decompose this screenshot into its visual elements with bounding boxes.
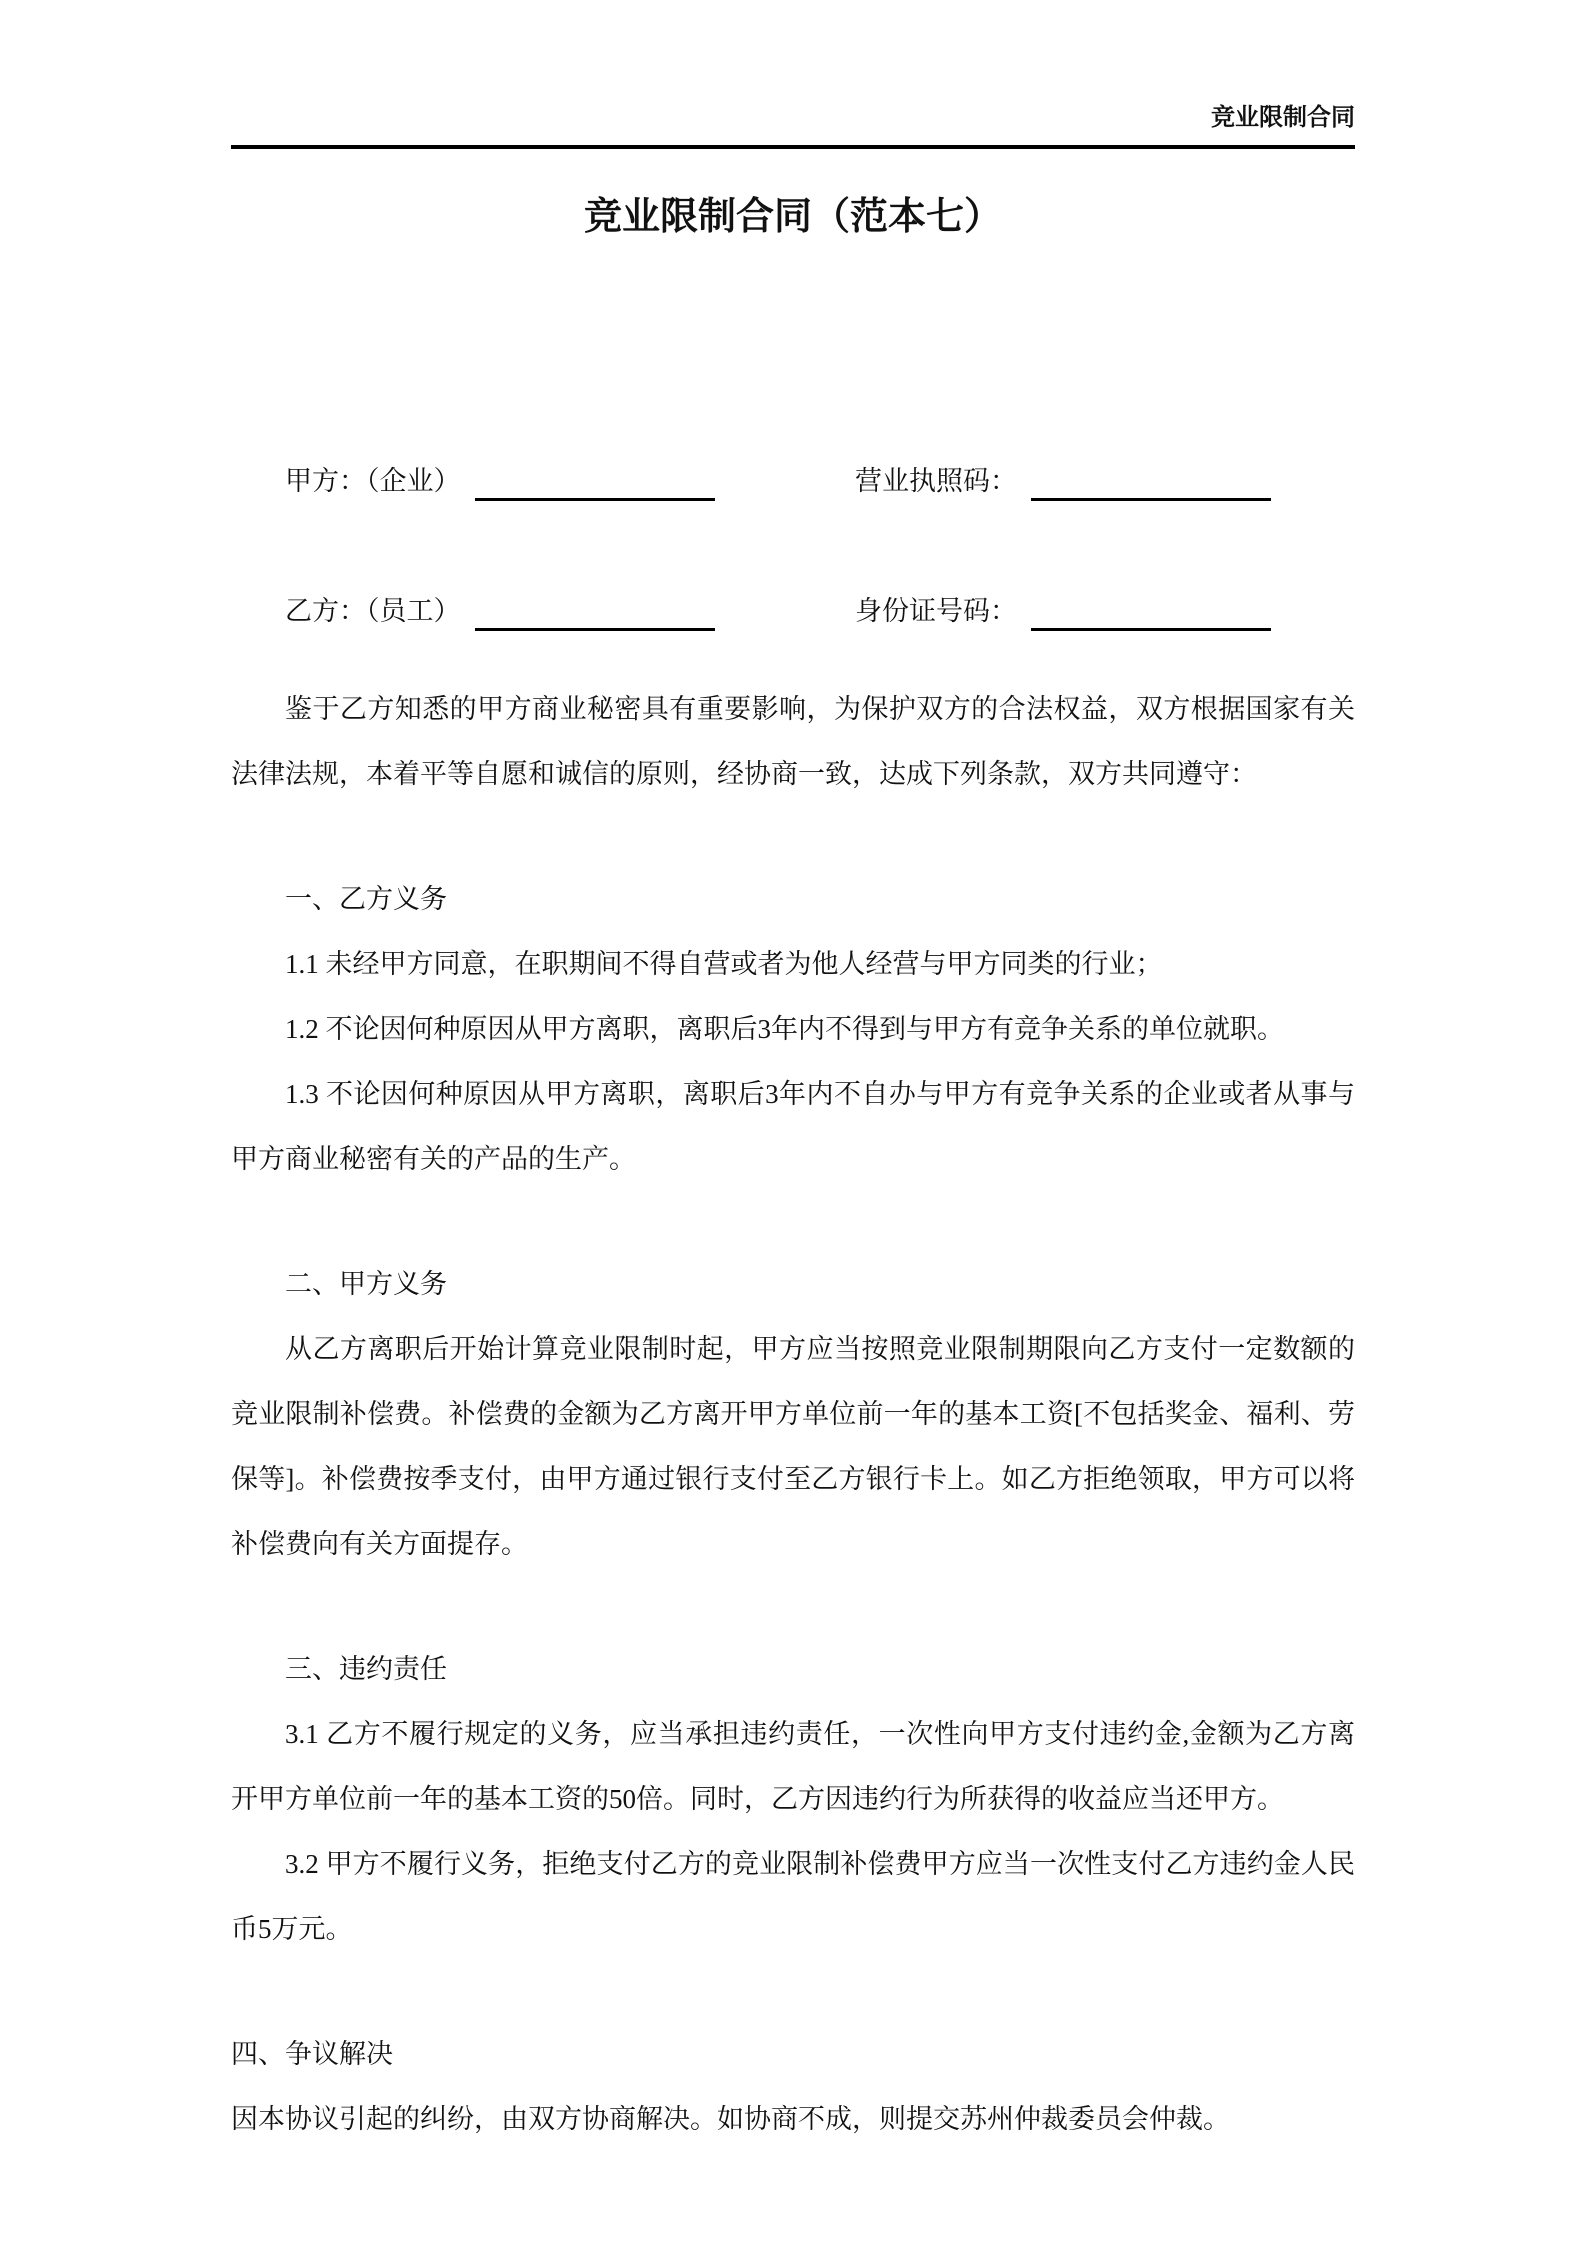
clause-1-2: 1.2 不论因何种原因从甲方离职，离职后3年内不得到与甲方有竞争关系的单位就职。 bbox=[285, 1014, 1284, 1044]
clause-2-body: 从乙方离职后开始计算竞业限制时起，甲方应当按照竞业限制期限向乙方支付一定数额的竞业限制补偿费。补偿费的金额为乙方离开甲方单位前一年的基本工资[不包括奖金、福利、劳保等]。补偿费按季支付，由甲方通过银行支付至乙方银行卡上。如乙方拒绝领取，甲方可以将补偿费向有关方面提存。 bbox=[231, 1334, 1355, 1559]
section-dispute-resolution bbox=[231, 2022, 1355, 2152]
header-rule bbox=[231, 145, 1355, 149]
clause-4-body: 因本协议引起的纠纷，由双方协商解决。如协商不成，则提交苏州仲裁委员会仲裁。 bbox=[231, 2104, 1230, 2134]
preamble-paragraph: 鉴于乙方知悉的甲方商业秘密具有重要影响，为保护双方的合法权益，双方根据国家有关法律法规，本着平等自愿和诚信的原则，经协商一致，达成下列条款，双方共同遵守： bbox=[231, 694, 1355, 789]
section-obligations-party-a bbox=[231, 1252, 1355, 1577]
id-number-field bbox=[855, 591, 1271, 631]
party-b-label: 乙方：（员工） bbox=[285, 596, 461, 626]
party-a-blank bbox=[475, 464, 715, 501]
section-heading: 四、争议解决 bbox=[231, 2039, 393, 2069]
form-row-party-b bbox=[231, 589, 1355, 631]
clause-3-1: 3.1 乙方不履行规定的义务，应当承担违约责任，一次性向甲方支付违约金,金额为乙方离开甲方单位前一年的基本工资的50倍。同时，乙方因违约行为所获得的收益应当还甲方。 bbox=[231, 1719, 1355, 1814]
license-blank bbox=[1031, 464, 1271, 501]
license-label: 营业执照码： bbox=[855, 466, 1017, 496]
form-row-party-a bbox=[231, 459, 1355, 501]
clause-1-1: 1.1 未经甲方同意，在职期间不得自营或者为他人经营与甲方同类的行业； bbox=[285, 949, 1163, 979]
license-field bbox=[855, 461, 1271, 501]
party-b-blank bbox=[475, 594, 715, 631]
clause-1-3: 1.3 不论因何种原因从甲方离职，离职后3年内不自办与甲方有竞争关系的企业或者从事与甲方商业秘密有关的产品的生产。 bbox=[231, 1079, 1355, 1174]
running-header-title: 竞业限制合同 bbox=[1211, 105, 1355, 131]
section-heading: 一、乙方义务 bbox=[285, 884, 447, 914]
party-a-field bbox=[285, 461, 819, 501]
id-number-blank bbox=[1031, 594, 1271, 631]
section-obligations-party-b bbox=[231, 867, 1355, 1192]
section-heading: 三、违约责任 bbox=[285, 1654, 447, 1684]
party-b-field bbox=[285, 591, 819, 631]
running-header bbox=[231, 103, 1355, 133]
section-heading: 二、甲方义务 bbox=[285, 1269, 447, 1299]
party-a-label: 甲方：（企业） bbox=[285, 466, 461, 496]
id-number-label: 身份证号码： bbox=[855, 596, 1017, 626]
page-title: 竞业限制合同（范本七） bbox=[583, 196, 1002, 238]
section-breach-liability bbox=[231, 1637, 1355, 1962]
clause-3-2: 3.2 甲方不履行义务，拒绝支付乙方的竞业限制补偿费甲方应当一次性支付乙方违约金人民币5万元。 bbox=[231, 1849, 1355, 1944]
